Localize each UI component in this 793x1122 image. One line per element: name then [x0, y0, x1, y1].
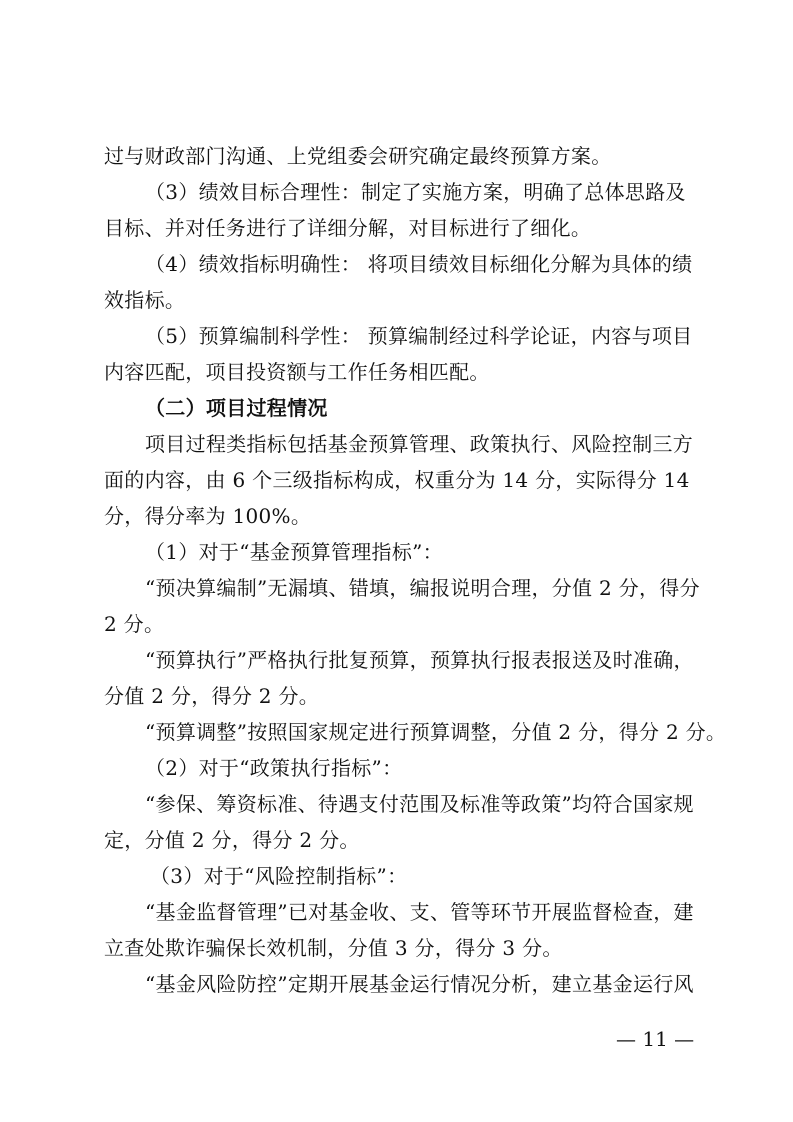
paragraph-line: “基金监督管理”已对基金收、支、管等环节开展监督检查，建: [145, 900, 694, 924]
section-heading: （二）项目过程情况: [145, 396, 328, 420]
paragraph-line: （4）绩效指标明确性： 将项目绩效目标细化分解为具体的绩: [145, 252, 693, 276]
paragraph-line: 定，分值 2 分，得分 2 分。: [104, 828, 360, 852]
paragraph-line: 过与财政部门沟通、上党组委会研究确定最终预算方案。: [104, 144, 612, 168]
paragraph-line: 面的内容，由 6 个三级指标构成，权重分为 14 分，实际得分 14: [104, 468, 690, 492]
subheading-line: （3）对于“风险控制指标”：: [150, 864, 408, 888]
paragraph-line: （5）预算编制科学性： 预算编制经过科学论证，内容与项目: [145, 324, 693, 348]
paragraph-line: 分，得分率为 100%。: [104, 504, 312, 528]
paragraph-line: 效指标。: [104, 288, 186, 312]
subheading-line: （2）对于“政策执行指标”：: [145, 756, 403, 780]
paragraph-line: 分值 2 分，得分 2 分。: [104, 684, 320, 708]
page-number: — 11 —: [616, 1027, 695, 1051]
paragraph-line: “基金风险防控”定期开展基金运行情况分析，建立基金运行风: [145, 972, 694, 996]
paragraph-line: “预算执行”严格执行批复预算，预算执行报表报送及时准确，: [145, 648, 694, 672]
paragraph-line: “预决算编制”无漏填、错填，编报说明合理，分值 2 分，得分: [145, 576, 700, 600]
paragraph-line: “预算调整”按照国家规定进行预算调整，分值 2 分，得分 2 分。: [145, 720, 727, 744]
paragraph-line: （3）绩效目标合理性：制定了实施方案，明确了总体思路及: [145, 180, 686, 204]
subheading-line: （1）对于“基金预算管理指标”：: [145, 540, 443, 564]
paragraph-line: 内容匹配，项目投资额与工作任务相匹配。: [104, 360, 490, 384]
paragraph-line: “参保、筹资标准、待遇支付范围及标准等政策”均符合国家规: [145, 792, 694, 816]
paragraph-line: 立查处欺诈骗保长效机制，分值 3 分，得分 3 分。: [104, 936, 563, 960]
paragraph-line: 项目过程类指标包括基金预算管理、政策执行、风险控制三方: [145, 432, 694, 456]
paragraph-line: 目标、并对任务进行了详细分解，对目标进行了细化。: [104, 216, 592, 240]
paragraph-line: 2 分。: [104, 612, 165, 636]
